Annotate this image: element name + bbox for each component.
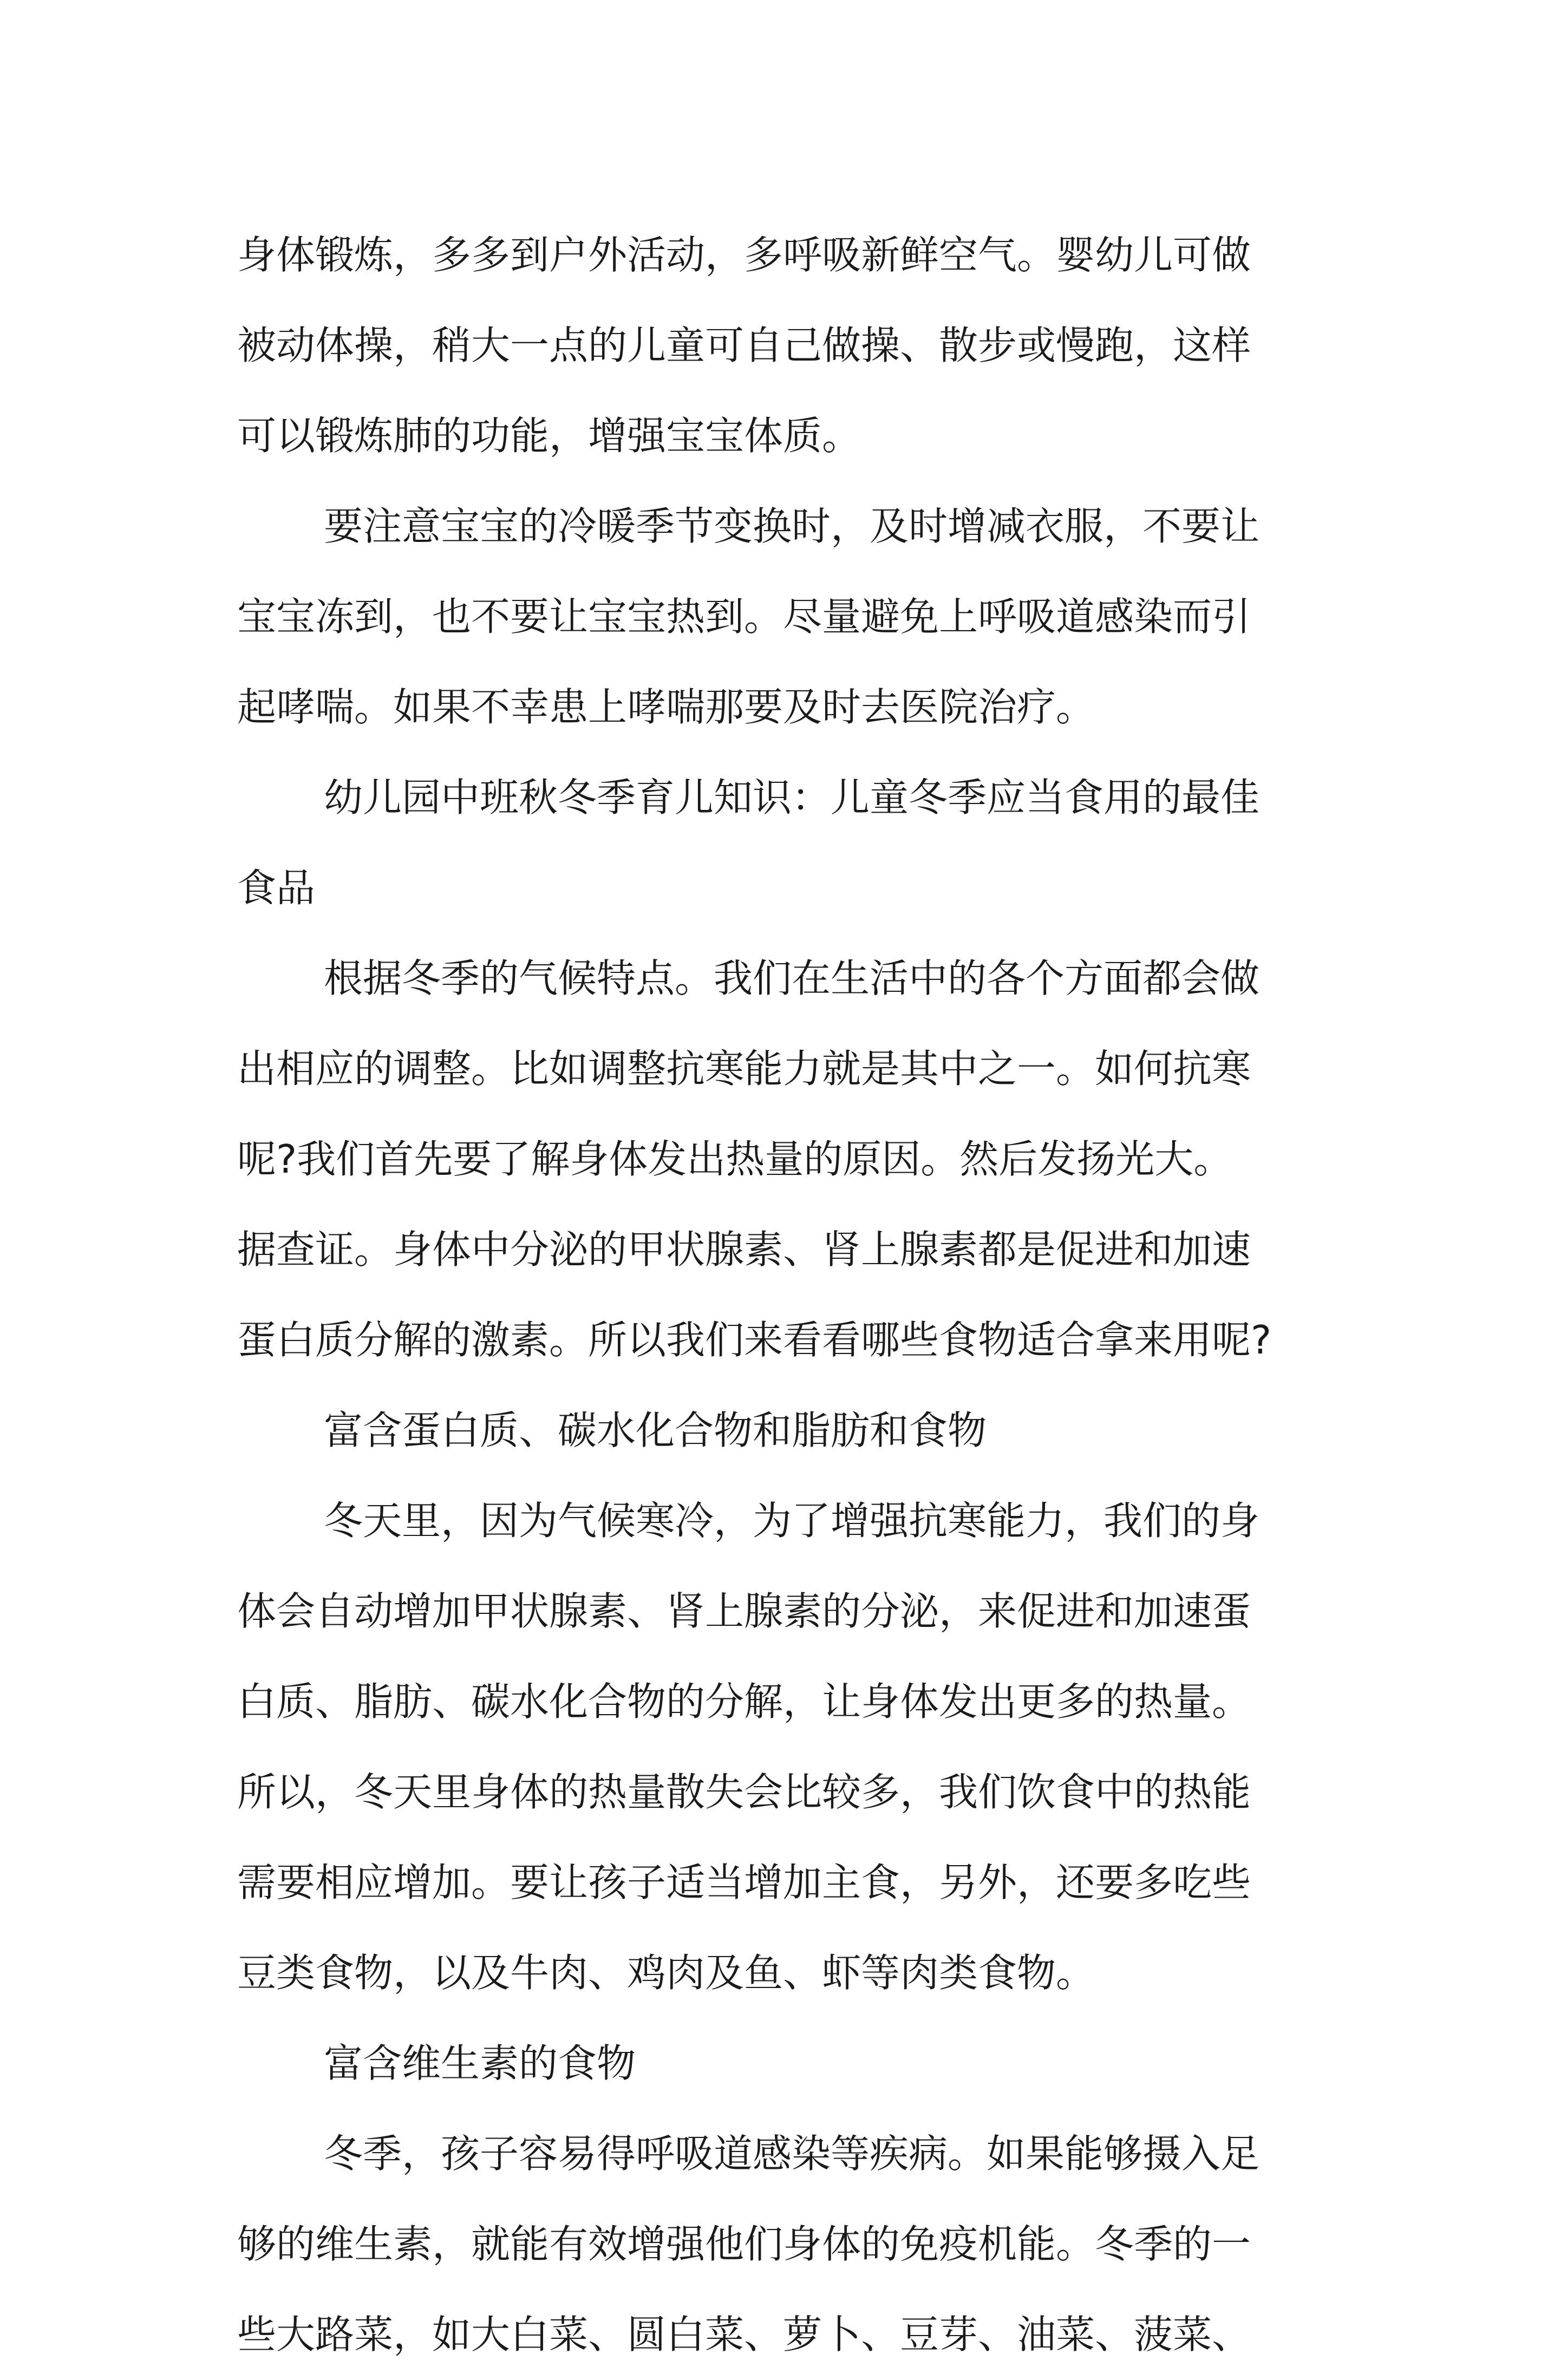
paragraph-first-line: 根据冬季的气候特点。我们在生活中的各个方面都会做 <box>324 956 1260 1001</box>
body-text-line: 可以锻炼肺的功能，增强宝宝体质。 <box>237 413 861 459</box>
body-text-line: 呢?我们首先要了解身体发出热量的原因。然后发扬光大。 <box>237 1136 1233 1182</box>
body-text-line: 够的维生素，就能有效增强他们身体的免疫机能。冬季的一 <box>237 2221 1251 2267</box>
paragraph-first-line: 冬季，孩子容易得呼吸道感染等疾病。如果能够摄入足 <box>324 2131 1260 2176</box>
body-text-line: 需要相应增加。要让孩子适当增加主食，另外，还要多吃些 <box>237 1860 1251 1905</box>
body-text-line: 起哮喘。如果不幸患上哮喘那要及时去医院治疗。 <box>237 684 1095 730</box>
body-text-line: 所以，冬天里身体的热量散失会比较多，我们饮食中的热能 <box>237 1769 1251 1815</box>
paragraph-first-line: 要注意宝宝的冷暖季节变换时，及时增减衣服，不要让 <box>324 504 1260 549</box>
document-body <box>237 210 1374 2380</box>
body-text-line: 些大路菜，如大白菜、圆白菜、萝卜、豆芽、油菜、菠菜、 <box>237 2312 1251 2357</box>
body-text-line: 宝宝冻到，也不要让宝宝热到。尽量避免上呼吸道感染而引 <box>237 594 1251 639</box>
body-text-line: 体会自动增加甲状腺素、肾上腺素的分泌，来促进和加速蛋 <box>237 1588 1251 1634</box>
body-text-line: 白质、脂肪、碳水化合物的分解，让身体发出更多的热量。 <box>237 1679 1251 1724</box>
body-text-line: 豆类食物，以及牛肉、鸡肉及鱼、虾等肉类食物。 <box>237 1950 1095 1996</box>
subheading: 富含蛋白质、碳水化合物和脂肪和食物 <box>324 1408 987 1453</box>
body-text-line: 出相应的调整。比如调整抗寒能力就是其中之一。如何抗寒 <box>237 1046 1251 1091</box>
section-heading-continued: 食品 <box>237 865 316 911</box>
body-text-line: 身体锻炼，多多到户外活动，多呼吸新鲜空气。婴幼儿可做 <box>237 232 1251 278</box>
body-text-line: 据查证。身体中分泌的甲状腺素、肾上腺素都是促进和加速 <box>237 1227 1251 1272</box>
section-heading: 幼儿园中班秋冬季育儿知识：儿童冬季应当食用的最佳 <box>324 775 1260 820</box>
body-text-line: 被动体操，稍大一点的儿童可自己做操、散步或慢跑，这样 <box>237 323 1251 368</box>
body-text-line: 蛋白质分解的激素。所以我们来看看哪些食物适合拿来用呢? <box>237 1317 1272 1363</box>
paragraph-first-line: 冬天里，因为气候寒冷，为了增强抗寒能力，我们的身 <box>324 1498 1260 1544</box>
subheading: 富含维生素的食物 <box>324 2041 636 2086</box>
